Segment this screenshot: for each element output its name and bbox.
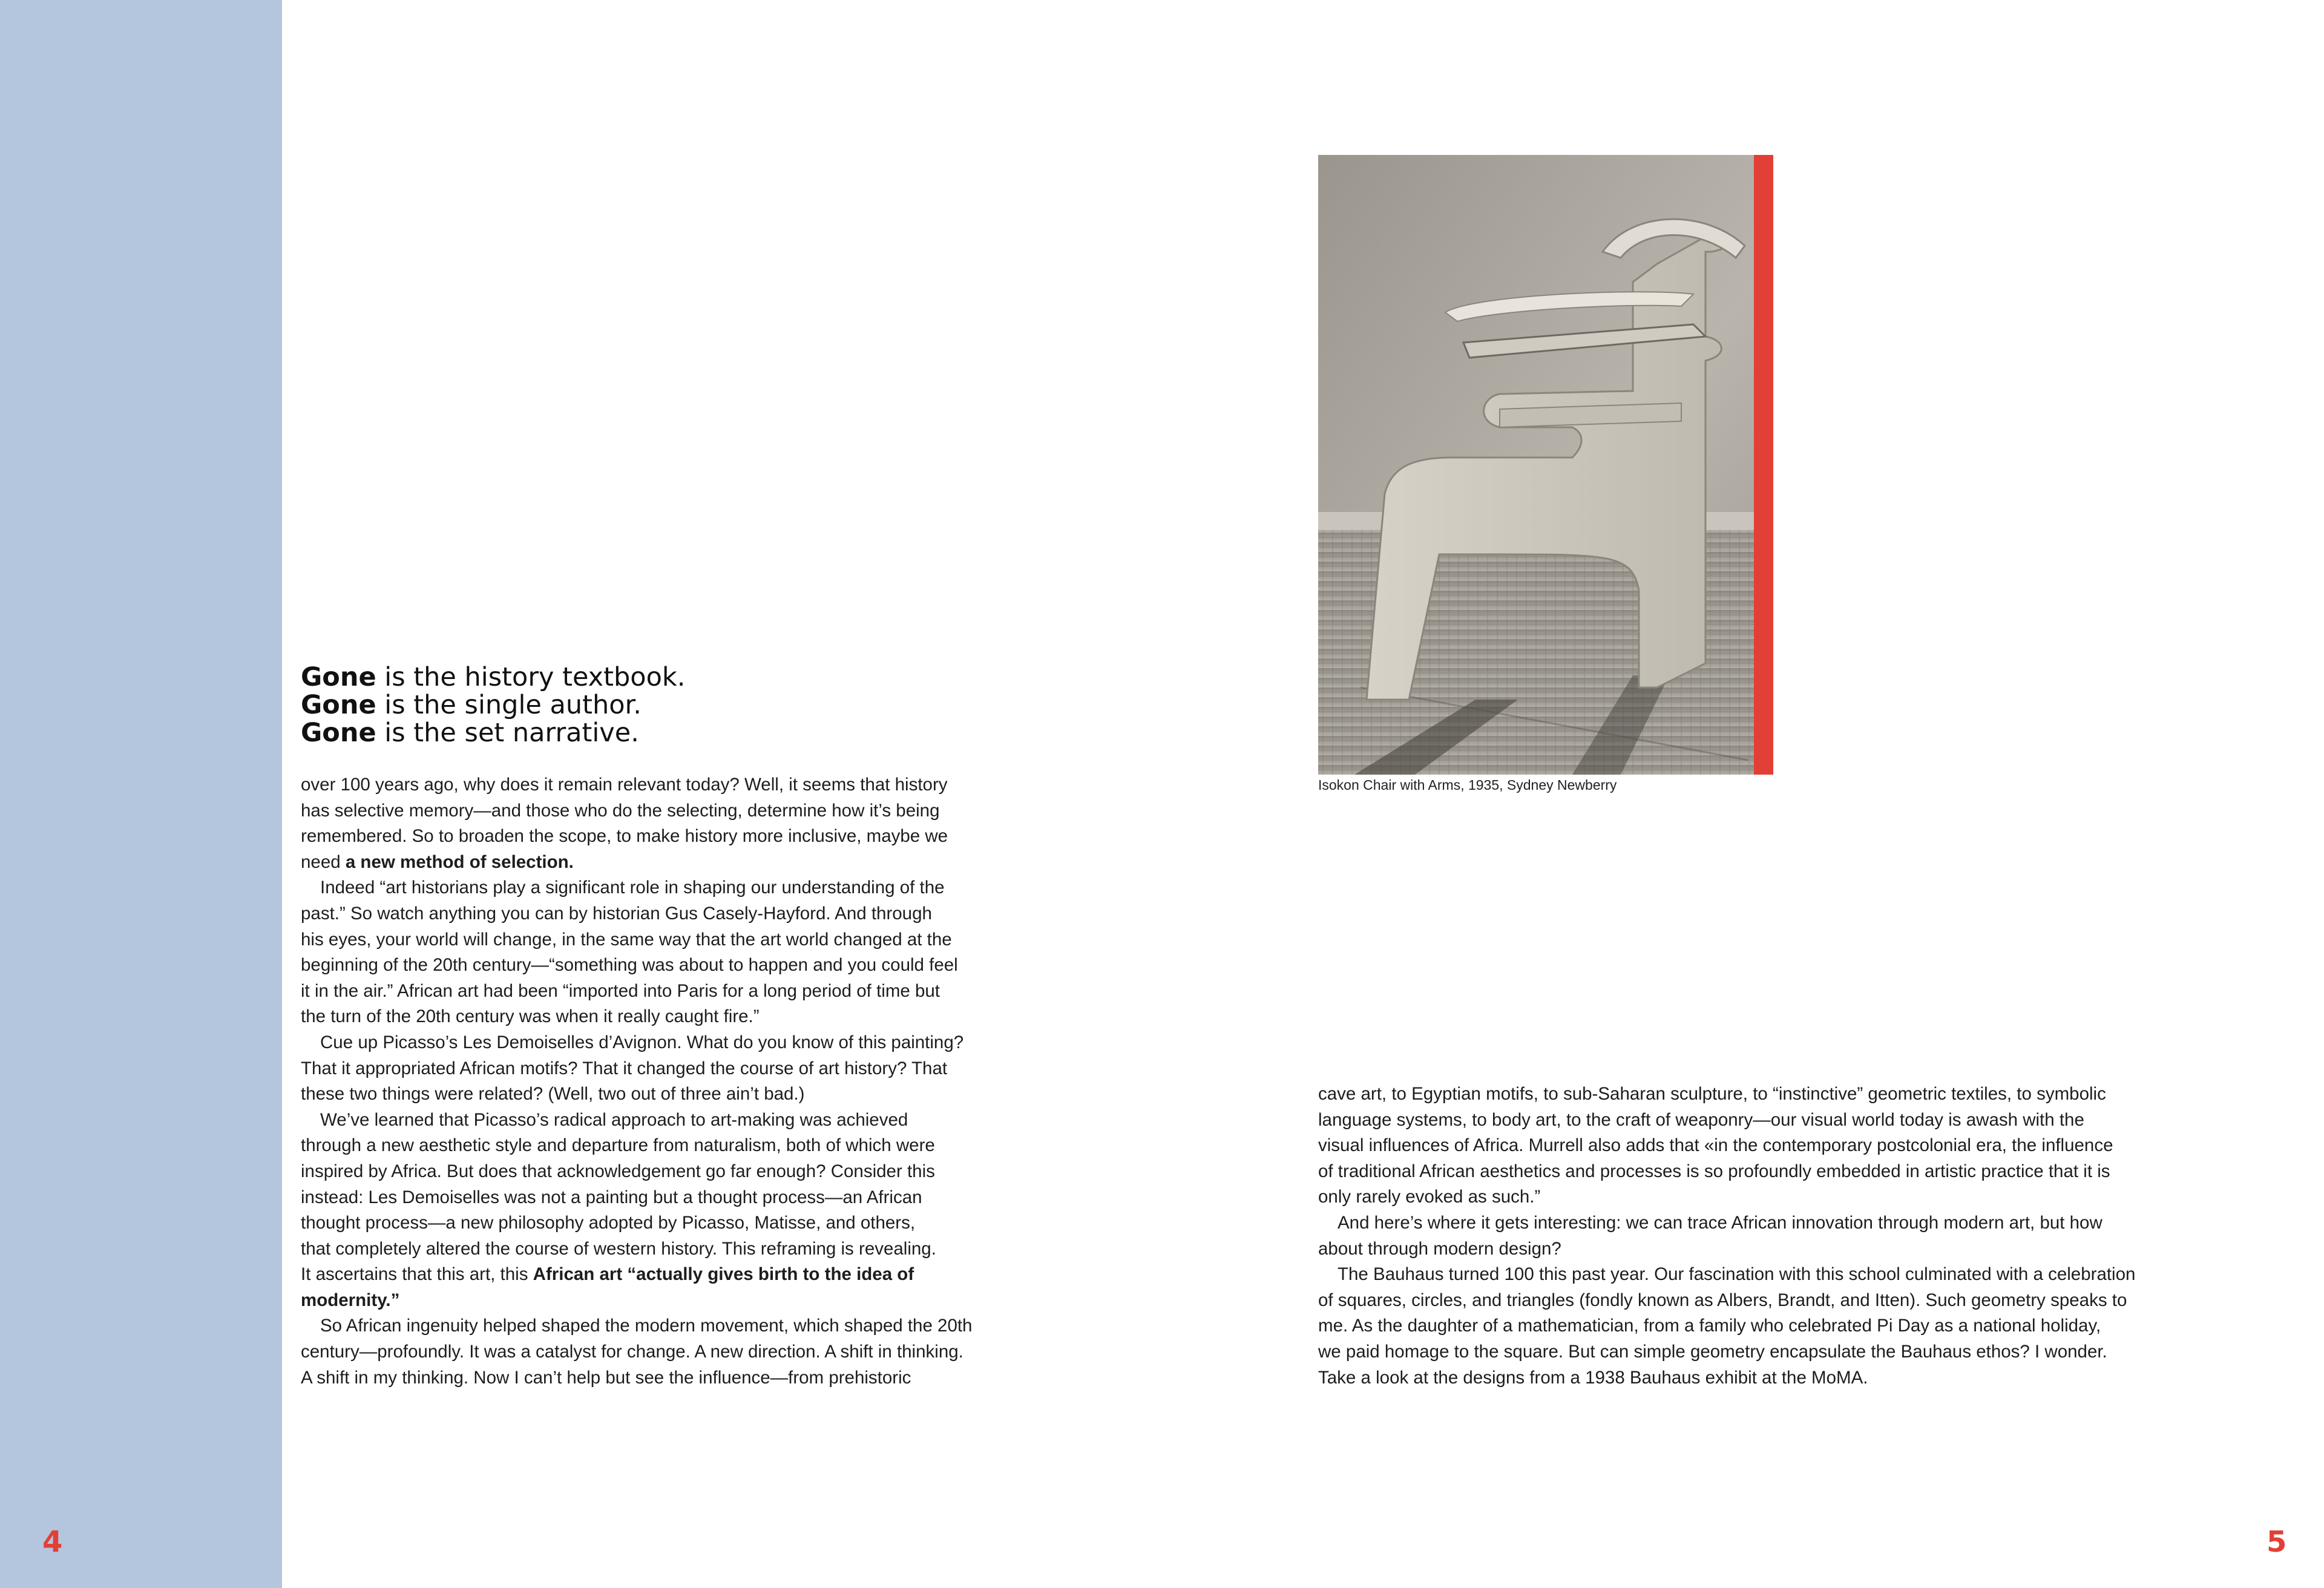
text-run: need (301, 851, 346, 872)
headline-rest: is the history textbook. (376, 662, 686, 692)
text-line: century—profoundly. It was a catalyst for change. A new direction. A shift in thinking. (301, 1342, 963, 1362)
red-accent-bar (1754, 155, 1773, 775)
emphasis-text: modernity.” (301, 1290, 400, 1310)
body-text-right-column (1318, 1081, 2135, 1391)
headline-bold: Gone (301, 662, 376, 692)
text-line: A shift in my thinking. Now I can’t help but see the influence—from prehistoric (301, 1367, 911, 1388)
text-line: Cue up Picasso’s Les Demoiselles d’Avignon. What do you know of this painting? (320, 1032, 964, 1052)
isokon-chair-photo (1318, 155, 1756, 775)
text-line: thought process—a new philosophy adopted by Picasso, Matisse, and others, (301, 1213, 916, 1233)
text-line: of squares, circles, and triangles (fondly known as Albers, Brandt, and Itten). Such geometry speaks to (1318, 1290, 2127, 1310)
text-line (301, 1288, 972, 1314)
photo-caption: Isokon Chair with Arms, 1935, Sydney Newberry (1318, 777, 1617, 793)
text-run: It ascertains that this art, this (301, 1264, 533, 1285)
page-number-right: 5 (2267, 1525, 2287, 1559)
text-line: remembered. So to broaden the scope, to make history more inclusive, maybe we (301, 826, 948, 847)
text-line: that completely altered the course of western history. This reframing is revealing. (301, 1238, 936, 1259)
text-line: past.” So watch anything you can by historian Gus Casely-Hayford. And through (301, 903, 932, 924)
headline-line (301, 691, 997, 719)
text-line: it in the air.” African art had been “imported into Paris for a long period of time but (301, 980, 940, 1001)
headline-line (301, 719, 997, 747)
left-sidebar-band (0, 0, 282, 1588)
text-line: That it appropriated African motifs? That it changed the course of art history? That (301, 1058, 948, 1078)
text-line: The Bauhaus turned 100 this past year. Our fascination with this school culminated with a celebration (1338, 1264, 2136, 1285)
text-line: me. As the daughter of a mathematician, from a family who celebrated Pi Day as a national holiday, (1318, 1316, 2101, 1336)
text-line: cave art, to Egyptian motifs, to sub-Saharan sculpture, to “instinctive” geometric textiles, to symbolic (1318, 1084, 2106, 1104)
text-line: through a new aesthetic style and departure from naturalism, both of which were (301, 1135, 935, 1156)
text-line: language systems, to body art, to the craft of weaponry—our visual world today is awash with the (1318, 1109, 2084, 1130)
text-line: And here’s where it gets interesting: we can trace African innovation through modern art, but how (1338, 1212, 2102, 1233)
emphasis-text: a new method of selection. (345, 851, 574, 872)
headline-bold: Gone (301, 690, 376, 720)
text-line: has selective memory—and those who do the selecting, determine how it’s being (301, 800, 940, 821)
text-line: about through modern design? (1318, 1238, 1561, 1259)
headline (301, 663, 997, 747)
text-line: So African ingenuity helped shaped the modern movement, which shaped the 20th (320, 1316, 973, 1336)
emphasis-text: African art “actually gives birth to the idea of (533, 1264, 914, 1285)
headline-rest: is the set narrative. (376, 718, 639, 748)
text-line: these two things were related? (Well, two out of three ain’t bad.) (301, 1084, 805, 1104)
text-line: instead: Les Demoiselles was not a painting but a thought process—an African (301, 1187, 922, 1207)
body-text-left-column (301, 772, 972, 1391)
text-line (301, 850, 972, 876)
text-line: Take a look at the designs from a 1938 Bauhaus exhibit at the MoMA. (1318, 1367, 1868, 1388)
text-line: Indeed “art historians play a significant role in shaping our understanding of the (320, 878, 945, 898)
text-line: his eyes, your world will change, in the same way that the art world changed at the (301, 929, 952, 950)
page-number-left: 4 (42, 1525, 63, 1559)
headline-rest: is the single author. (376, 690, 642, 720)
text-line: over 100 years ago, why does it remain relevant today? Well, it seems that history (301, 775, 948, 795)
chair-photo-figure (1318, 155, 1773, 775)
text-line: of traditional African aesthetics and processes is so profoundly embedded in artistic practice that it is (1318, 1161, 2110, 1181)
text-line: inspired by Africa. But does that acknowledgement go far enough? Consider this (301, 1161, 935, 1181)
text-line (301, 1262, 972, 1288)
headline-line (301, 663, 997, 691)
headline-bold: Gone (301, 718, 376, 748)
text-line: beginning of the 20th century—“something was about to happen and you could feel (301, 955, 958, 976)
text-line: only rarely evoked as such.” (1318, 1187, 1541, 1207)
text-line: visual influences of Africa. Murrell also adds that «in the contemporary postcolonial era, the influence (1318, 1135, 2113, 1156)
text-line: we paid homage to the square. But can simple geometry encapsulate the Bauhaus ethos? I wonder. (1318, 1341, 2107, 1362)
text-line: the turn of the 20th century was when it really caught fire.” (301, 1006, 760, 1027)
text-line: We’ve learned that Picasso’s radical approach to art-making was achieved (320, 1109, 908, 1130)
